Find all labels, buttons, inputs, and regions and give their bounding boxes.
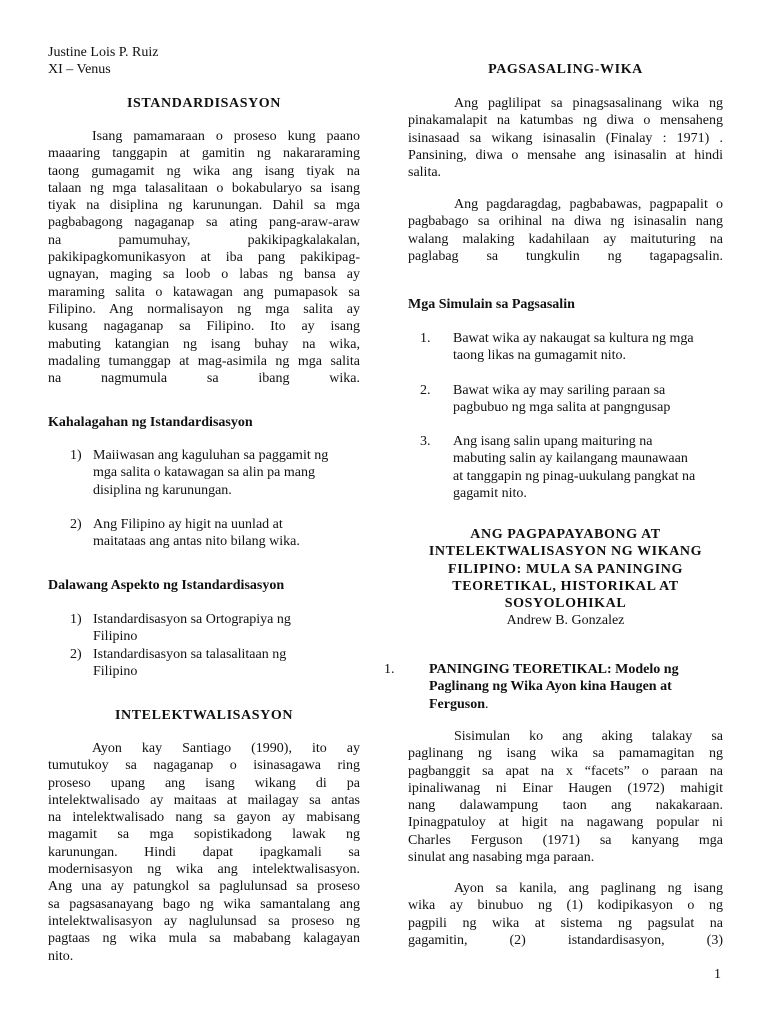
text-line: intelektwalisasyon ay naglulunsad sa proseso ng	[48, 913, 360, 929]
section-period: .	[485, 696, 489, 712]
list-item-line: pagbubuo ng mga salita at pangngusap	[453, 399, 671, 415]
list-item-line: Filipino	[93, 629, 138, 645]
text-line: Filipino. Ang normalisayon ng mga salita ay	[48, 301, 360, 317]
text-line: paglinang ng isang wika sa pamamagitan ng	[408, 746, 723, 762]
text-line: na nagmumula sa ibang wika.	[48, 371, 360, 387]
text-line: gagamitin, (2) istandardisasyon, (3)	[408, 932, 723, 948]
list-number: 2)	[70, 646, 82, 662]
list-item-line: Istandardisasyon sa Ortograpiya ng	[93, 612, 291, 627]
page-number: 1	[714, 967, 721, 982]
list-item-line: Ang Filipino ay higit na uunlad at	[93, 516, 283, 532]
paragraph-pagdaragdag	[408, 196, 723, 265]
text-line: talaan ng mga talasalitaan o bokabularyo sa isang	[48, 180, 360, 196]
title-line: SOSYOLOHIKAL	[504, 596, 627, 612]
title-line: FILIPINO: MULA SA PANINGING	[448, 561, 683, 577]
list-item-line: taong likas na gumagamit nito.	[453, 348, 627, 364]
section-heading-line: PANINGING TEORETIKAL: Modelo ng	[429, 662, 679, 677]
text-line: intelektwalisado ay maitaas at mailagay sa antas	[48, 792, 360, 808]
list-number: 1.	[420, 331, 431, 346]
text-line: Sisimulan ko ang aking talakay sa	[454, 729, 723, 744]
text-line: salita.	[408, 165, 442, 181]
text-line: madaling tumanggap at mag-asimila ng mga salita	[48, 353, 360, 369]
text-line: magamit sa mga sopistikadong lawak ng	[48, 827, 360, 843]
list-number: 1)	[70, 612, 82, 627]
text-line: proseso upang ang isang wikang di pa	[48, 775, 360, 791]
text-line: Ayon sa kanila, ang paglinang ng isang	[454, 881, 723, 896]
title-line: ANG PAGPAPAYABONG AT	[470, 527, 661, 542]
list-number: 3.	[420, 434, 431, 450]
text-line: paglabag sa tungkulin ng tagapagsalin.	[408, 248, 723, 264]
list-item-line: gagamit nito.	[453, 486, 527, 502]
list-item-line: Bawat wika ay nakaugat sa kultura ng mga	[453, 331, 694, 346]
list-item-line: Maiiwasan ang kaguluhan sa paggamit ng	[93, 448, 329, 463]
text-line: Isang pamamaraan o proseso kung paano	[92, 129, 360, 144]
text-line: pagpili ng wika at sistema ng pagsulat na	[408, 915, 723, 931]
heading-dalawang-aspekto: Dalawang Aspekto ng Istandardisasyon	[48, 578, 285, 593]
text-line: mabuting katangian ng isang buhay na wika,	[48, 336, 360, 352]
text-line: maraming salita o katawagan ang pumapasok sa	[48, 284, 360, 300]
text-line: Charles Ferguson (1971) sa kanyang mga	[408, 832, 723, 848]
article-author: Andrew B. Gonzalez	[506, 613, 625, 629]
list-number: 1)	[70, 448, 82, 463]
text-line: ugnayan, maging sa loob o labas ng bansa ay	[48, 267, 360, 283]
text-line: Ipinagpatuloy at higit na nagawang popular ni	[408, 815, 723, 831]
text-line: pagbanggit sa apat na x “facets” o paraan na	[408, 763, 723, 779]
author-name: Justine Lois P. Ruiz	[48, 45, 159, 60]
paragraph-pagsasaling-wika	[408, 95, 723, 181]
text-line: walang malaking kadahilaan ay maituturing na	[408, 231, 723, 247]
list-item-line: Filipino	[93, 663, 138, 679]
section-number: 1.	[384, 662, 395, 677]
list-item-line: maitataas ang antas nito bilang wika.	[93, 534, 300, 550]
paragraph-intelektwalisasyon	[48, 740, 360, 965]
text-line: isinasaad sa wikang isinasalin (Finalay : 1971) .	[408, 130, 723, 146]
text-line: nito.	[48, 948, 74, 964]
text-line: taong gumagamit ng wika ang isang tiyak na	[48, 163, 360, 179]
text-line: modernisasyon ng wika ang intelektwalisasyon.	[48, 862, 360, 878]
list-item-line: mga salita o katawagan sa alin pa mang	[93, 465, 315, 481]
list-item-line: disiplina ng karunungan.	[93, 482, 232, 498]
text-line: Ang pagdaragdag, pagbabawas, pagpapalit o	[454, 197, 723, 212]
text-line: karunungan. Hindi dapat ipagkamali sa	[48, 844, 360, 860]
text-line: pagtaas ng wika mula sa mababang kalagayan	[48, 931, 360, 947]
text-line: pinakamalapit na katumbas ng diwa o mensaheng	[408, 113, 723, 129]
text-line: sa pagsasanayang bago ng wika samantalang ang	[48, 896, 360, 912]
kahalagahan-list	[70, 447, 360, 567]
title-line: TEORETIKAL, HISTORIKAL AT	[452, 578, 679, 594]
text-line: kusang nagaganap sa Filipino. Ito ay isang	[48, 319, 360, 335]
heading-kahalagahan: Kahalagahan ng Istandardisasyon	[48, 415, 253, 430]
paragraph-sisimulan	[408, 728, 723, 866]
list-item-line: Istandardisasyon sa talasalitaan ng	[93, 646, 287, 662]
text-line: sinulat ang nasabing mga paraan.	[408, 850, 595, 866]
text-line: nang dalawampung taon ang nakakaraan.	[408, 798, 723, 814]
author-section: XI – Venus	[48, 62, 111, 77]
article-title	[408, 526, 723, 630]
text-line: Ang una ay patungkol sa paglulunsad sa proseso	[48, 879, 360, 895]
text-line: Pansining, diwa o mensahe ang isinasalin at hindi	[408, 147, 723, 163]
section-heading-line: Ferguson.	[429, 696, 489, 712]
text-line: Ang paglilipat sa pinagsasalinang wika ng	[454, 96, 723, 111]
text-line: pagbabagong nagaganap sa ating pang-araw-araw	[48, 215, 360, 231]
aspekto-list	[70, 611, 360, 681]
text-line: pakikipagkomunikasyon at iba pang pakikipag-	[48, 250, 360, 266]
list-number: 2)	[70, 516, 82, 532]
list-item-line: Ang isang salin upang maituring na	[453, 434, 653, 450]
list-item-line: at tanggapin ng pinag-uukulang pangkat na	[453, 468, 696, 484]
paragraph-ayon-sa-kanila	[408, 880, 723, 949]
text-line: na intelektwalisado nang sa gayon ay mabisang	[48, 810, 360, 826]
text-line: Ayon kay Santiago (1990), ito ay	[92, 741, 360, 756]
list-number: 2.	[420, 382, 431, 398]
text-line: maaaring tanggapin at gamitin ng nakararaming	[48, 146, 360, 162]
heading-intelektwalisasyon: INTELEKTWALISASYON	[114, 708, 294, 723]
title-line: INTELEKTWALISASYON NG WIKANG	[428, 544, 703, 560]
text-line: ipinaliwanag ni Einar Haugen (1972) mahigit	[408, 780, 723, 796]
heading-mga-simulain: Mga Simulain sa Pagsasalin	[408, 297, 575, 312]
paragraph-istandardisasyon	[48, 128, 360, 387]
text-line: na pamumuhay, pakikipagkalakalan,	[48, 232, 360, 248]
text-line: wika ay binubuo ng (1) kodipikasyon o ng	[408, 898, 723, 914]
text-line: tumutukoy sa nagaganap o isinasagawa ring	[48, 758, 360, 774]
simulain-list	[420, 330, 723, 505]
section-heading-line: Paglinang ng Wika Ayon kina Haugen at	[429, 679, 672, 695]
list-item-line: Bawat wika ay may sariling paraan sa	[453, 382, 666, 398]
list-item-line: mabuting salin ay kailangang maunawaan	[453, 451, 688, 467]
text-line: tiyak na disiplina ng karunungan. Dahil sa mga	[48, 198, 360, 214]
text-line: pagbabago sa orihinal na diwa ng isinasalin nang	[408, 214, 723, 230]
heading-pagsasaling-wika: PAGSASALING-WIKA	[488, 62, 643, 77]
heading-istandardisasyon: ISTANDARDISASYON	[126, 96, 282, 111]
